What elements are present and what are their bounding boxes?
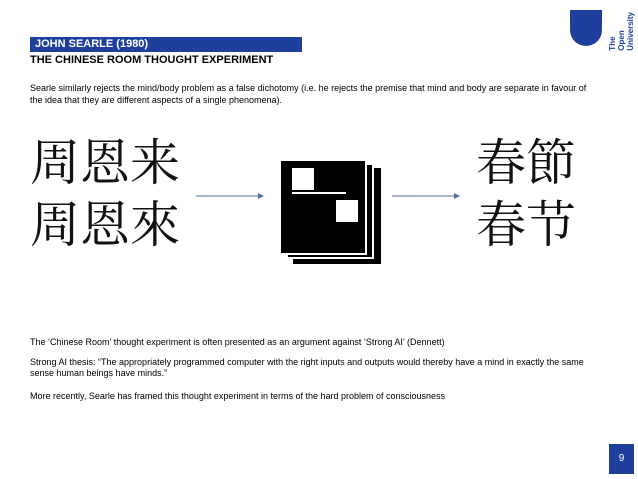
- chinese-room-diagram: [196, 160, 496, 270]
- chinese-room-box-icon: [280, 160, 381, 264]
- output-characters-simplified: 春节: [476, 196, 576, 254]
- logo-line: University: [626, 12, 635, 51]
- paragraph-chinese-room: The ‘Chinese Room’ thought experiment is often presented as an argument against ‘Strong AI’ (Dennett): [30, 337, 445, 347]
- input-characters-simplified: 周恩来: [30, 134, 180, 192]
- input-characters-traditional: 周恩來: [30, 196, 180, 254]
- arrowhead: [454, 193, 460, 199]
- page-number: 9: [609, 444, 634, 474]
- slide-subtitle: THE CHINESE ROOM THOUGHT EXPERIMENT: [30, 54, 274, 66]
- logo-line: Open: [617, 30, 626, 51]
- logo-wordmark: [608, 12, 635, 51]
- paragraph-strong-ai: Strong AI thesis: “The appropriately programmed computer with the right inputs and outputs would thereby have a mind in exactly the same sense human beings have minds.”: [30, 357, 584, 378]
- intro-paragraph: Searle similarly rejects the mind/body problem as a false dichotomy (i.e. he rejects the premise that mind and body are separate in favour of the idea that they are different aspects of a single phenomena).: [30, 83, 587, 105]
- logo-line: The: [608, 36, 617, 51]
- arrowhead: [258, 193, 264, 199]
- slide-title: JOHN SEARLE (1980): [30, 37, 302, 52]
- output-characters-traditional: 春節: [476, 134, 576, 192]
- paragraph-consciousness: More recently, Searle has framed this thought experiment in terms of the hard problem of consciousness: [30, 391, 446, 401]
